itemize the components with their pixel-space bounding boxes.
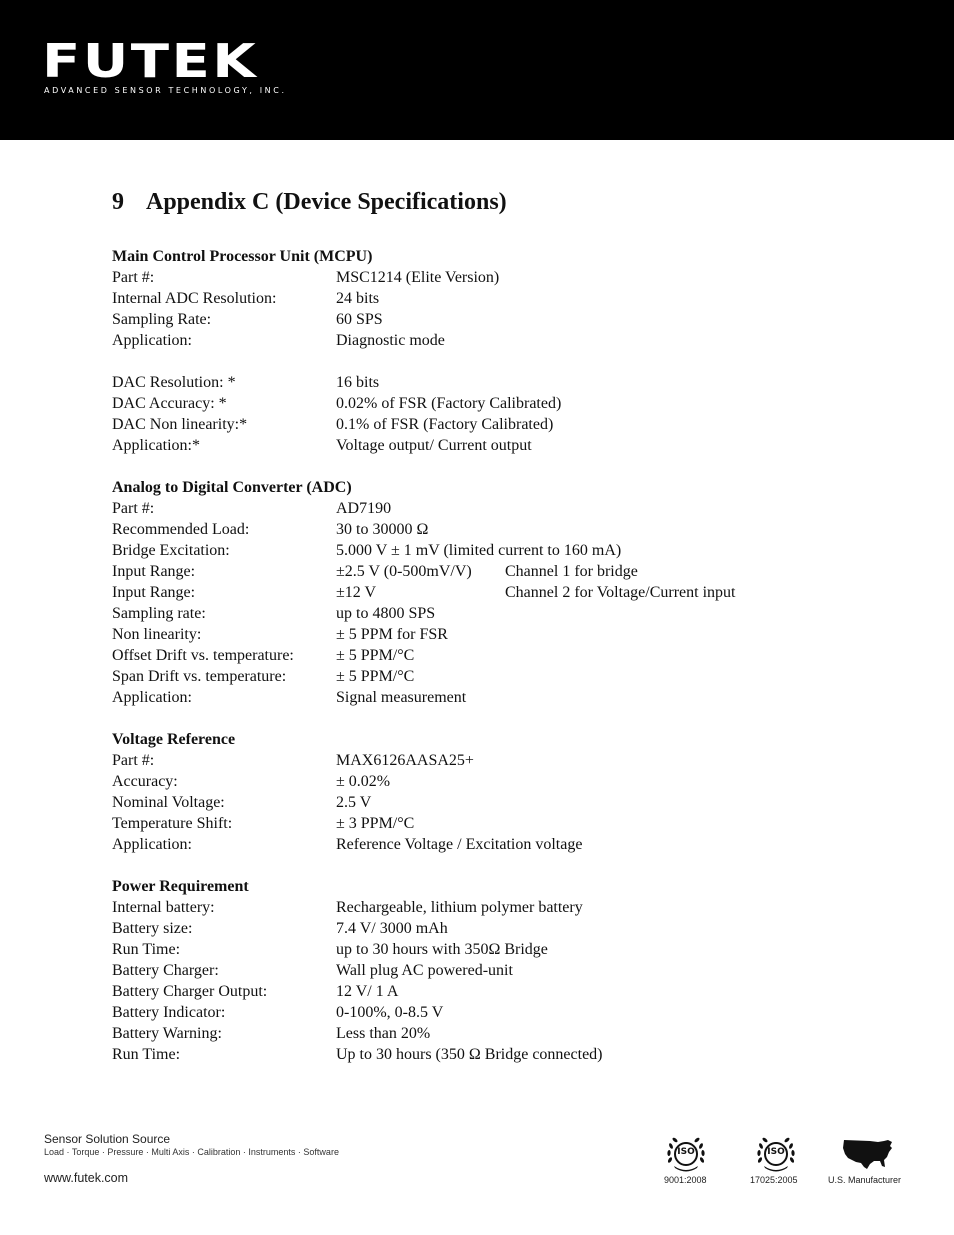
spec-row <box>112 1044 832 1065</box>
spec-value: 16 bits <box>336 374 380 391</box>
spec-label: Input Range: <box>112 584 196 601</box>
spec-value: 30 to 30000 Ω <box>336 521 429 538</box>
spec-label: Run Time: <box>112 941 181 958</box>
spec-row <box>112 1023 832 1044</box>
spec-row <box>112 435 832 456</box>
spec-row <box>112 519 832 540</box>
footer-url[interactable]: www.futek.com <box>44 1171 129 1185</box>
iso-17025-badge <box>746 1134 806 1174</box>
us-manufacturer-badge <box>838 1136 898 1172</box>
spec-value: ± 5 PPM for FSR <box>336 626 448 643</box>
spec-row <box>112 771 832 792</box>
spec-label: Sampling rate: <box>112 605 206 622</box>
block-spacer <box>112 456 832 477</box>
spec-value: 60 SPS <box>336 311 383 328</box>
spec-label: Internal battery: <box>112 899 215 916</box>
spec-note: Channel 1 for bridge <box>505 563 638 580</box>
spec-label: Temperature Shift: <box>112 815 233 832</box>
spec-row <box>112 372 832 393</box>
spec-value: Voltage output/ Current output <box>336 437 532 454</box>
spec-row <box>112 267 832 288</box>
spec-row <box>112 330 832 351</box>
spec-value: Signal measurement <box>336 689 467 706</box>
iso-17025-caption: 17025:2005 <box>750 1175 798 1185</box>
spec-row <box>112 750 832 771</box>
spec-value: Diagnostic mode <box>336 332 445 349</box>
logo-tagline: ADVANCED SENSOR TECHNOLOGY, INC. <box>44 86 287 95</box>
spec-label: Accuracy: <box>112 773 178 790</box>
spec-value: MSC1214 (Elite Version) <box>336 269 500 286</box>
spec-value: Wall plug AC powered-unit <box>336 962 513 979</box>
spec-label: Part #: <box>112 752 155 769</box>
spec-label: Recommended Load: <box>112 521 250 538</box>
usa-map-icon <box>840 1136 896 1172</box>
spec-row <box>112 960 832 981</box>
spec-row <box>112 666 832 687</box>
spec-row <box>112 603 832 624</box>
spec-label: Battery Charger: <box>112 962 219 979</box>
spec-label: Span Drift vs. temperature: <box>112 668 287 685</box>
spec-label: Run Time: <box>112 1046 181 1063</box>
spec-label: Non linearity: <box>112 626 202 643</box>
spec-row <box>112 393 832 414</box>
spec-label: DAC Resolution: * <box>112 374 236 391</box>
spec-value: 2.5 V <box>336 794 372 811</box>
spec-row <box>112 939 832 960</box>
spec-label: Application:* <box>112 437 200 454</box>
spec-value: ±12 V <box>336 584 377 601</box>
spec-value: ±2.5 V (0-500mV/V) <box>336 563 472 580</box>
spec-row <box>112 1002 832 1023</box>
spec-row <box>112 624 832 645</box>
spec-row <box>112 897 832 918</box>
spec-row <box>112 288 832 309</box>
spec-label: Battery Warning: <box>112 1025 222 1042</box>
footer-title: Sensor Solution Source <box>44 1132 171 1146</box>
section-number: 9 <box>112 189 124 215</box>
iso-9001-badge <box>656 1134 716 1174</box>
spec-label: Bridge Excitation: <box>112 542 230 559</box>
spec-list <box>112 246 832 1065</box>
iso-9001-caption: 9001:2008 <box>664 1175 707 1185</box>
spec-value: up to 4800 SPS <box>336 605 436 622</box>
spec-row <box>112 792 832 813</box>
spec-label: DAC Non linearity:* <box>112 416 248 433</box>
spec-value: up to 30 hours with 350Ω Bridge <box>336 941 548 958</box>
spec-label: Internal ADC Resolution: <box>112 290 277 307</box>
iso-emblem-text: ISO <box>677 1147 695 1157</box>
spec-value: ± 5 PPM/°C <box>336 668 415 685</box>
spec-row <box>112 687 832 708</box>
spec-row <box>112 540 832 561</box>
spec-value: ± 3 PPM/°C <box>336 815 415 832</box>
spec-value: AD7190 <box>336 500 392 517</box>
futek-logo: FUTEK <box>42 34 259 88</box>
spec-value: Less than 20% <box>336 1025 431 1042</box>
spec-value: 0.1% of FSR (Factory Calibrated) <box>336 416 554 433</box>
spec-row <box>112 645 832 666</box>
spec-label: Input Range: <box>112 563 196 580</box>
spec-value: 5.000 V ± 1 mV (limited current to 160 mA) <box>336 542 622 559</box>
spec-label: Application: <box>112 836 192 853</box>
spec-block-heading: Main Control Processor Unit (MCPU) <box>112 248 373 265</box>
spec-value: 0-100%, 0-8.5 V <box>336 1004 444 1021</box>
block-spacer <box>112 351 832 372</box>
page-header <box>0 0 954 140</box>
spec-label: Part #: <box>112 500 155 517</box>
footer-subtitle: Load · Torque · Pressure · Multi Axis · Calibration · Instruments · Software <box>44 1147 339 1157</box>
spec-row <box>112 414 832 435</box>
section-title <box>112 189 507 216</box>
spec-label: DAC Accuracy: * <box>112 395 227 412</box>
spec-value: 0.02% of FSR (Factory Calibrated) <box>336 395 562 412</box>
spec-row <box>112 498 832 519</box>
spec-value: MAX6126AASA25+ <box>336 752 474 769</box>
spec-row <box>112 834 832 855</box>
spec-label: Application: <box>112 689 192 706</box>
spec-value: 12 V/ 1 A <box>336 983 399 1000</box>
spec-block-heading: Analog to Digital Converter (ADC) <box>112 479 352 496</box>
us-manufacturer-caption: U.S. Manufacturer <box>828 1175 902 1185</box>
spec-value: ± 0.02% <box>336 773 391 790</box>
spec-value: 24 bits <box>336 290 380 307</box>
block-spacer <box>112 855 832 876</box>
spec-value: Reference Voltage / Excitation voltage <box>336 836 583 853</box>
spec-row <box>112 561 832 582</box>
spec-row <box>112 309 832 330</box>
spec-label: Application: <box>112 332 192 349</box>
iso-emblem-text: ISO <box>767 1147 785 1157</box>
spec-block-heading: Power Requirement <box>112 878 249 895</box>
spec-value: Up to 30 hours (350 Ω Bridge connected) <box>336 1046 603 1063</box>
spec-label: Battery size: <box>112 920 193 937</box>
spec-row <box>112 918 832 939</box>
spec-label: Battery Indicator: <box>112 1004 226 1021</box>
spec-label: Battery Charger Output: <box>112 983 268 1000</box>
spec-value: Rechargeable, lithium polymer battery <box>336 899 583 916</box>
spec-row <box>112 981 832 1002</box>
spec-note: Channel 2 for Voltage/Current input <box>505 584 736 601</box>
spec-row <box>112 813 832 834</box>
spec-label: Nominal Voltage: <box>112 794 225 811</box>
spec-label: Part #: <box>112 269 155 286</box>
spec-value: ± 5 PPM/°C <box>336 647 415 664</box>
spec-value: 7.4 V/ 3000 mAh <box>336 920 448 937</box>
spec-block-heading: Voltage Reference <box>112 731 236 748</box>
spec-label: Offset Drift vs. temperature: <box>112 647 294 664</box>
section-title-text: Appendix C (Device Specifications) <box>146 189 507 215</box>
block-spacer <box>112 708 832 729</box>
spec-row <box>112 582 832 603</box>
spec-label: Sampling Rate: <box>112 311 212 328</box>
